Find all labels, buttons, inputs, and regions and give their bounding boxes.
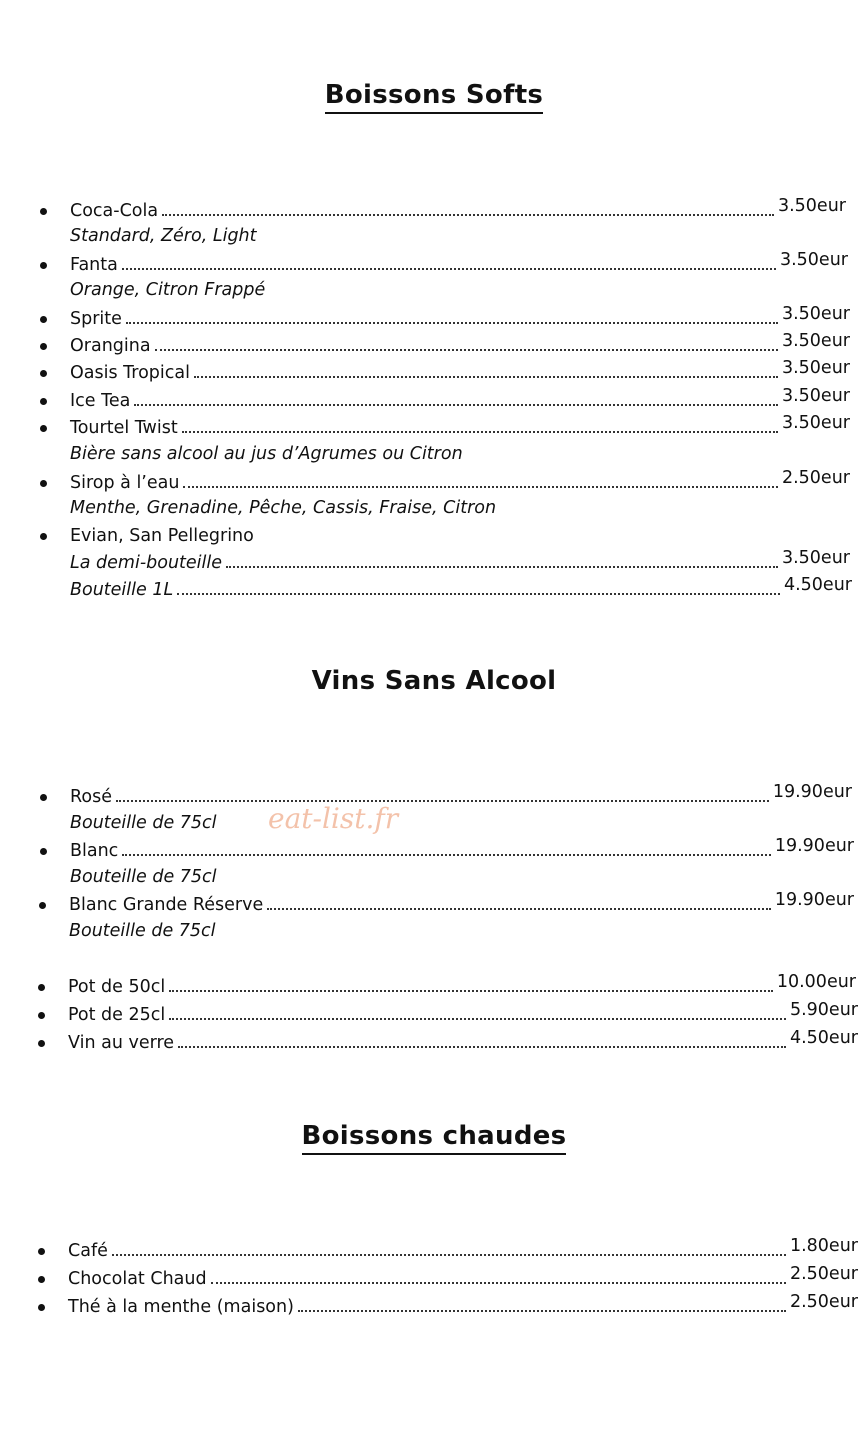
item-price: 19.90eur	[774, 836, 854, 856]
dot-leader	[267, 908, 771, 910]
dot-leader	[226, 566, 778, 568]
dot-leader	[211, 1282, 786, 1284]
item-price: 3.50eur	[781, 331, 850, 351]
bullet-icon	[40, 848, 47, 855]
menu-subitem-bouteille-1l: Bouteille 1L 4.50eur	[70, 575, 852, 600]
menu-item-fanta: Fanta 3.50eur	[70, 254, 848, 278]
bullet-icon	[40, 480, 47, 487]
dot-leader	[122, 268, 776, 270]
dot-leader	[134, 404, 778, 406]
item-price: 3.50eur	[777, 196, 846, 216]
item-note: Bouteille de 75cl	[70, 813, 217, 833]
menu-item-rose: Rosé 19.90eur	[70, 786, 852, 810]
dot-leader	[122, 854, 771, 856]
item-price: 2.50eur	[781, 468, 850, 488]
item-price: 2.50eur	[789, 1264, 858, 1284]
menu-item-evian-san-pellegrino: Evian, San Pellegrino	[70, 525, 850, 549]
dot-leader	[178, 1046, 786, 1048]
bullet-icon	[38, 984, 45, 991]
menu-item-sirop: Sirop à l’eau 2.50eur	[70, 472, 850, 496]
item-note: Menthe, Grenadine, Pêche, Cassis, Fraise, Citron	[70, 498, 497, 518]
bullet-icon	[38, 1248, 45, 1255]
bullet-icon	[40, 343, 47, 350]
item-price: 1.80eur	[789, 1236, 858, 1256]
dot-leader	[112, 1254, 786, 1256]
section-title-boissons-softs: Boissons Softs	[0, 80, 868, 114]
menu-item-vin-au-verre: Vin au verre 4.50eur	[68, 1032, 858, 1056]
bullet-icon	[39, 902, 46, 909]
menu-item-oasis-tropical: Oasis Tropical 3.50eur	[70, 362, 850, 386]
menu-item-tourtel-twist: Tourtel Twist 3.50eur	[70, 417, 850, 441]
item-note: Bière sans alcool au jus d’Agrumes ou Citron	[70, 444, 463, 464]
bullet-icon	[40, 425, 47, 432]
item-note: Orange, Citron Frappé	[70, 280, 266, 300]
menu-item-pot-50cl: Pot de 50cl 10.00eur	[68, 976, 856, 1000]
menu-item-chocolat-chaud: Chocolat Chaud 2.50eur	[68, 1268, 858, 1292]
item-price: 4.50eur	[783, 575, 852, 595]
dot-leader	[177, 593, 780, 595]
bullet-icon	[38, 1012, 45, 1019]
bullet-icon	[40, 794, 47, 801]
item-price: 3.50eur	[781, 386, 850, 406]
item-price: 3.50eur	[781, 304, 850, 324]
item-price: 5.90eur	[789, 1000, 858, 1020]
item-price: 19.90eur	[774, 890, 854, 910]
item-price: 19.90eur	[772, 782, 852, 802]
item-note: Standard, Zéro, Light	[70, 226, 257, 246]
section-title-vins-sans-alcool: Vins Sans Alcool	[311, 666, 557, 696]
dot-leader	[169, 990, 773, 992]
dot-leader	[155, 349, 778, 351]
dot-leader	[194, 376, 778, 378]
bullet-icon	[40, 262, 47, 269]
bullet-icon	[38, 1276, 45, 1283]
menu-item-the-menthe: Thé à la menthe (maison) 2.50eur	[68, 1296, 858, 1320]
menu-item-orangina: Orangina 3.50eur	[70, 335, 850, 359]
dot-leader	[182, 431, 778, 433]
dot-leader	[162, 214, 774, 216]
item-note: Bouteille de 75cl	[70, 867, 217, 887]
bullet-icon	[38, 1304, 45, 1311]
bullet-icon	[40, 533, 47, 540]
dot-leader	[183, 486, 778, 488]
item-price: 3.50eur	[781, 358, 850, 378]
menu-item-ice-tea: Ice Tea 3.50eur	[70, 390, 850, 414]
dot-leader	[126, 322, 778, 324]
menu-item-blanc: Blanc 19.90eur	[70, 840, 854, 864]
menu-subitem-demi-bouteille: La demi-bouteille 3.50eur	[70, 548, 850, 573]
item-price: 3.50eur	[781, 548, 850, 568]
menu-item-pot-25cl: Pot de 25cl 5.90eur	[68, 1004, 858, 1028]
dot-leader	[169, 1018, 786, 1020]
dot-leader	[298, 1310, 786, 1312]
item-price: 3.50eur	[781, 413, 850, 433]
bullet-icon	[40, 208, 47, 215]
item-price: 10.00eur	[776, 972, 856, 992]
section-title-boissons-chaudes: Boissons chaudes	[0, 1121, 868, 1155]
bullet-icon	[38, 1040, 45, 1047]
menu-item-cafe: Café 1.80eur	[68, 1240, 858, 1264]
menu-item-blanc-grande-reserve: Blanc Grande Réserve 19.90eur	[69, 894, 854, 918]
bullet-icon	[40, 316, 47, 323]
watermark: eat-list.fr	[268, 802, 399, 835]
menu-item-coca-cola: Coca-Cola 3.50eur	[70, 200, 846, 224]
bullet-icon	[40, 398, 47, 405]
item-price: 3.50eur	[779, 250, 848, 270]
dot-leader	[116, 800, 769, 802]
menu-item-sprite: Sprite 3.50eur	[70, 308, 850, 332]
item-note: Bouteille de 75cl	[69, 921, 216, 941]
item-price: 2.50eur	[789, 1292, 858, 1312]
bullet-icon	[40, 370, 47, 377]
item-price: 4.50eur	[789, 1028, 858, 1048]
